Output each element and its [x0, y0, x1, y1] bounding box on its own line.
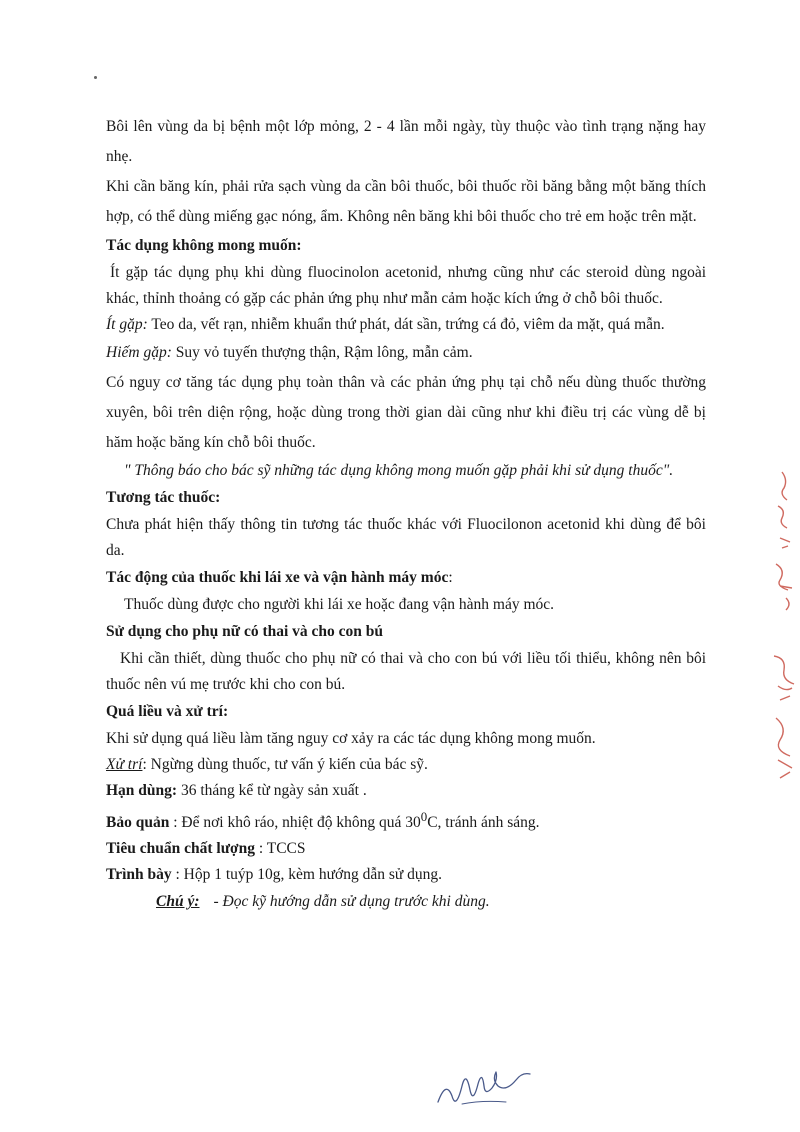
driving-heading-text: Tác động của thuốc khi lái xe và vận hành máy móc — [106, 569, 449, 586]
rare-label: Hiếm gặp: — [106, 344, 172, 361]
note-label: Chú ý: — [156, 893, 200, 911]
side-effects-risk: Có nguy cơ tăng tác dụng phụ toàn thân và các phản ứng phụ tại chỗ nếu dùng thuốc thường xuyên, bôi trên diện rộng, hoặc dùng trong thời gian dài cũng như khi điều trị các vùng dễ bị hăm hoặc băng kín chỗ bôi thuốc. — [106, 374, 706, 451]
storage-degree-sup: 0 — [420, 809, 428, 824]
storage-line — [106, 804, 706, 836]
uncommon-label: Ít gặp: — [106, 316, 148, 333]
storage-value-after: C, tránh ánh sáng. — [427, 814, 540, 832]
driving-heading-colon: : — [448, 569, 453, 586]
shelf-life-line — [106, 778, 706, 804]
treatment-label: Xử trí — [106, 756, 143, 773]
side-effects-intro: Ít gặp tác dụng phụ khi dùng fluocinolon acetonid, nhưng cũng như các steroid dùng ngoài khác, thỉnh thoảng có gặp các phản ứng phụ như mẫn cảm hoặc kích ứng ở chỗ bôi thuốc. — [106, 264, 706, 307]
side-effects-notice: " Thông báo cho bác sỹ những tác dụng không mong muốn gặp phải khi sử dụng thuốc". — [124, 462, 674, 479]
side-effects-heading: Tác dụng không mong muốn: — [106, 237, 302, 254]
overdose-text: Khi sử dụng quá liều làm tăng nguy cơ xảy ra các tác dụng không mong muốn. — [106, 730, 596, 747]
standard-value: : TCCS — [254, 840, 306, 858]
interactions-text: Chưa phát hiện thấy thông tin tương tác thuốc khác với Fluocilonon acetonid khi dùng để bôi da. — [106, 516, 706, 559]
packaging-line — [106, 862, 706, 888]
pregnancy-heading: Sử dụng cho phụ nữ có thai và cho con bú — [106, 623, 384, 640]
speck-mark — [94, 76, 97, 79]
treatment-text: : Ngừng dùng thuốc, tư vấn ý kiến của bác sỹ. — [142, 756, 428, 773]
uncommon-text: Teo da, vết rạn, nhiễm khuẩn thứ phát, dát sần, trứng cá đỏ, viêm da mặt, quá mẫn. — [147, 316, 665, 333]
driving-text: Thuốc dùng được cho người khi lái xe hoặc đang vận hành máy móc. — [124, 596, 555, 613]
shelf-life-value: 36 tháng kể từ ngày sản xuất . — [177, 782, 367, 799]
storage-label: Bảo quản — [106, 814, 170, 832]
note-line — [106, 888, 706, 916]
red-stamp-edge — [760, 460, 800, 800]
standard-label: Tiêu chuẩn chất lượng — [106, 840, 255, 858]
interactions-heading: Tương tác thuốc: — [106, 489, 221, 506]
driving-heading — [106, 564, 706, 592]
pregnancy-text: Khi cần thiết, dùng thuốc cho phụ nữ có thai và cho con bú với liều tối thiểu, không nên bôi thuốc nên vú mẹ trước khi cho con bú. — [106, 650, 706, 693]
dosage-paragraph-2: Khi cần băng kín, phải rửa sạch vùng da cần bôi thuốc, bôi thuốc rồi băng bằng một băng thích hợp, có thể dùng miếng gạc nóng, ẩm. Không nên băng khi bôi thuốc cho trẻ em hoặc trên mặt. — [106, 178, 706, 225]
storage-value-before: : Để nơi khô ráo, nhiệt độ không quá 30 — [169, 814, 421, 832]
side-effects-rare — [106, 338, 706, 368]
packaging-label: Trình bày — [106, 866, 172, 884]
handwritten-signature — [432, 1068, 542, 1112]
dosage-paragraph-1: Bôi lên vùng da bị bệnh một lớp mỏng, 2 - 4 lần mỗi ngày, tùy thuộc vào tình trạng nặng hay nhẹ. — [106, 118, 706, 165]
packaging-value: : Hộp 1 tuýp 10g, kèm hướng dẫn sử dụng. — [171, 866, 443, 884]
rare-text: Suy vỏ tuyến thượng thận, Rậm lông, mẫn cảm. — [171, 344, 473, 361]
overdose-heading: Quá liều và xử trí: — [106, 703, 229, 720]
side-effects-uncommon — [106, 312, 706, 338]
shelf-life-label: Hạn dùng: — [106, 782, 178, 799]
standard-line — [106, 836, 706, 862]
overdose-treatment — [106, 752, 706, 778]
note-text: - Đọc kỹ hướng dẫn sử dụng trước khi dùng. — [213, 893, 490, 911]
document-body — [106, 112, 706, 916]
